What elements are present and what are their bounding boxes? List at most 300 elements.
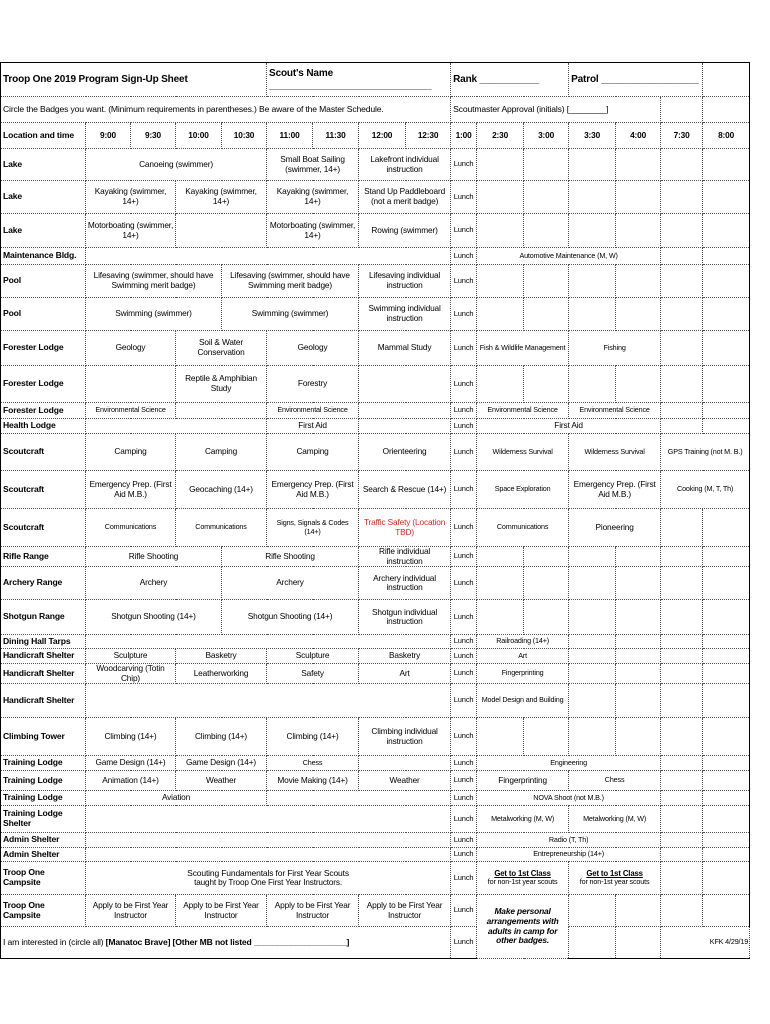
lunch-cell: Lunch [451,149,477,181]
get-to-first-class-note: for non-1st year scouts [579,877,650,887]
class-option[interactable]: Stand Up Paddleboard (not a merit badge) [359,181,451,214]
empty-cell [477,600,524,635]
empty-cell [661,771,703,791]
class-option[interactable]: Communications [477,509,569,547]
lunch-cell: Lunch [451,509,477,547]
empty-cell [703,149,750,181]
empty-cell [616,649,661,664]
class-option[interactable]: Safety [267,664,359,684]
empty-cell [524,265,569,298]
empty-cell [569,366,616,403]
empty-cell [477,567,524,600]
class-option[interactable]: Rowing (swimmer) [359,214,451,248]
table-row [1,806,750,833]
lunch-cell: Lunch [451,214,477,248]
location-label: Climbing Tower [1,718,86,756]
class-option[interactable]: Geocaching (14+) [176,471,267,509]
empty-cell [616,265,661,298]
class-option[interactable]: Art [477,649,569,664]
empty-cell [661,806,703,833]
empty-cell [703,366,750,403]
class-option[interactable]: Mammal Study [359,331,451,366]
class-option[interactable]: Kayaking (swimmer, 14+) [176,181,267,214]
class-option[interactable]: Automotive Maintenance (M, W) [477,248,661,265]
empty-cell [703,895,750,927]
class-option[interactable]: Environmental Science [267,403,359,419]
empty-cell [477,149,524,181]
column-header: 12:30 [406,123,451,149]
empty-cell [703,214,750,248]
class-option[interactable]: Geology [267,331,359,366]
empty-cell [616,718,661,756]
lunch-cell: Lunch [451,848,477,862]
location-label: Handicraft Shelter [1,664,86,684]
class-option[interactable]: NOVA Shoot (not M.B.) [477,791,661,806]
lunch-cell: Lunch [451,567,477,600]
class-option[interactable]: Small Boat Sailing (swimmer, 14+) [267,149,359,181]
class-option[interactable]: Emergency Prep. (First Aid M.B.) [569,471,661,509]
signup-sheet [0,62,750,959]
empty-cell [569,567,616,600]
location-label: Training Lodge [1,791,86,806]
class-option[interactable]: Engineering [477,756,661,771]
empty-cell [569,600,616,635]
lunch-cell: Lunch [451,756,477,771]
empty-cell [661,547,703,567]
class-option[interactable] [477,862,569,895]
empty-cell [703,771,750,791]
empty-cell [616,684,661,718]
class-option[interactable]: Motorboating (swimmer, 14+) [267,214,359,248]
empty-cell [524,298,569,331]
lunch-cell: Lunch [451,600,477,635]
class-option[interactable]: Game Design (14+) [86,756,176,771]
class-option[interactable]: Communications [176,509,267,547]
class-option[interactable]: Apply to be First Year Instructor [267,895,359,927]
empty-cell [569,635,616,649]
class-option[interactable]: Weather [359,771,451,791]
lunch-cell: Lunch [451,547,477,567]
empty-cell [703,181,750,214]
class-option[interactable]: First Aid [267,419,359,434]
table-row [1,265,750,298]
class-option[interactable]: Woodcarving (Totin Chip) [86,664,176,684]
empty-cell [477,181,524,214]
table-row [1,403,750,419]
table-row [1,684,750,718]
interest-line [1,927,451,959]
class-option[interactable]: Camping [267,434,359,471]
lunch-cell: Lunch [451,366,477,403]
table-row [1,895,750,927]
empty-cell [616,214,661,248]
class-option[interactable]: Shotgun individual instruction [359,600,451,635]
empty-cell [524,214,569,248]
class-option[interactable]: Basketry [176,649,267,664]
empty-cell [661,298,703,331]
rank-field[interactable]: Rank ___________ [451,63,569,97]
empty-cell [86,248,451,265]
location-label: Forester Lodge [1,331,86,366]
location-label: Training Lodge [1,771,86,791]
class-option[interactable]: Forestry [267,366,359,403]
empty-cell [86,848,451,862]
empty-cell [661,248,703,265]
empty-cell [569,718,616,756]
class-option[interactable]: Kayaking (swimmer, 14+) [267,181,359,214]
class-option[interactable]: Radio (T, Th) [477,833,661,848]
class-option[interactable]: Communications [86,509,176,547]
class-option[interactable]: Sculpture [86,649,176,664]
location-label: Admin Shelter [1,833,86,848]
column-header: 9:00 [86,123,131,149]
empty-cell [477,718,524,756]
class-option[interactable]: Camping [86,434,176,471]
location-label: Shotgun Range [1,600,86,635]
lunch-cell: Lunch [451,265,477,298]
class-option[interactable]: Climbing individual instruction [359,718,451,756]
column-header: 9:30 [131,123,176,149]
empty-cell [703,862,750,895]
column-header: 11:00 [267,123,313,149]
class-option[interactable]: GPS Training (not M. B.) [661,434,750,471]
class-option[interactable]: Emergency Prep. (First Aid M.B.) [267,471,359,509]
location-label: Admin Shelter [1,848,86,862]
empty-cell [661,664,703,684]
empty-cell [359,419,451,434]
class-option[interactable]: First Aid [477,419,661,434]
class-option[interactable] [569,862,661,895]
empty-cell [703,97,750,123]
location-label: Pool [1,298,86,331]
class-option[interactable]: Motorboating (swimmer, 14+) [86,214,176,248]
class-option[interactable]: Leatherworking [176,664,267,684]
empty-cell [524,718,569,756]
table-row [1,471,750,509]
lunch-cell: Lunch [451,471,477,509]
empty-cell [359,403,451,419]
empty-cell [703,419,750,434]
empty-cell [569,664,616,684]
empty-cell [616,635,661,649]
class-option[interactable]: Swimming (swimmer) [86,298,222,331]
class-option[interactable]: Lakefront individual instruction [359,149,451,181]
class-option[interactable]: Wilderness Survival [569,434,661,471]
class-option[interactable]: Environmental Science [477,403,569,419]
table-row [1,862,750,895]
get-to-first-class: Get to 1st Class [494,868,551,878]
lunch-cell: Lunch [451,649,477,664]
class-option[interactable]: Environmental Science [86,403,176,419]
scoutmaster-approval-field[interactable]: Scoutmaster Approval (initials) [________] [451,97,661,123]
location-label: Training Lodge [1,756,86,771]
location-label: Lake [1,214,86,248]
empty-cell [661,791,703,806]
class-option[interactable]: Cooking (M, T, Th) [661,471,750,509]
lunch-cell: Lunch [451,181,477,214]
empty-cell [661,684,703,718]
empty-cell [703,63,750,97]
empty-cell [616,181,661,214]
class-option[interactable]: Apply to be First Year Instructor [359,895,451,927]
get-to-first-class: Get to 1st Class [586,868,643,878]
class-option[interactable]: Lifesaving (swimmer, should have Swimming merit badge) [222,265,359,298]
empty-cell [616,547,661,567]
empty-cell [569,895,616,927]
class-option[interactable]: Model Design and Building [477,684,569,718]
schedule-table [0,62,750,959]
column-header: 11:30 [313,123,359,149]
empty-cell [703,718,750,756]
class-option[interactable]: Apply to be First Year Instructor [86,895,176,927]
class-option[interactable]: Sculpture [267,649,359,664]
empty-cell [661,403,703,419]
location-label: Forester Lodge [1,403,86,419]
class-option[interactable]: Metalworking (M, W) [569,806,661,833]
class-option[interactable]: Wilderness Survival [477,434,569,471]
empty-cell [569,265,616,298]
location-label: Archery Range [1,567,86,600]
time-header-row [1,123,750,149]
empty-cell [661,97,703,123]
table-row [1,181,750,214]
table-row [1,434,750,471]
class-option[interactable]: Metalworking (M, W) [477,806,569,833]
location-label: Health Lodge [1,419,86,434]
class-option[interactable]: Rifle Shooting [86,547,222,567]
class-option[interactable]: Space Exploration [477,471,569,509]
empty-cell [703,833,750,848]
lunch-cell: Lunch [451,419,477,434]
empty-cell [703,403,750,419]
empty-cell [477,298,524,331]
empty-cell [86,684,451,718]
empty-cell [569,149,616,181]
class-option[interactable]: Soil & Water Conservation [176,331,267,366]
table-row [1,848,750,862]
class-option[interactable]: Orienteering [359,434,451,471]
table-row [1,664,750,684]
class-option[interactable]: Rifle individual instruction [359,547,451,567]
empty-cell [569,684,616,718]
location-label: Forester Lodge [1,366,86,403]
lunch-cell: Lunch [451,718,477,756]
class-option[interactable]: Fingerprinting [477,664,569,684]
class-option[interactable]: Environmental Science [569,403,661,419]
lunch-cell: Lunch [451,833,477,848]
class-option[interactable]: Archery individual instruction [359,567,451,600]
class-option[interactable]: Aviation [86,791,267,806]
empty-cell [661,718,703,756]
scout-name-field[interactable]: Scout's Name ______________________________ [267,63,451,97]
class-option[interactable]: Geology [86,331,176,366]
empty-cell [616,149,661,181]
empty-cell [86,419,267,434]
class-option[interactable]: Entrepreneurship (14+) [477,848,661,862]
table-row [1,791,750,806]
empty-cell [703,600,750,635]
lunch-cell: Lunch [451,664,477,684]
class-option[interactable]: Shotgun Shooting (14+) [222,600,359,635]
empty-cell [477,214,524,248]
column-header: 12:00 [359,123,406,149]
table-row [1,833,750,848]
column-header: 10:30 [222,123,267,149]
lunch-cell: Lunch [451,248,477,265]
class-option[interactable]: Movie Making (14+) [267,771,359,791]
class-option[interactable]: Archery [86,567,222,600]
table-row [1,149,750,181]
class-option[interactable]: Railroading (14+) [477,635,569,649]
location-label: Lake [1,181,86,214]
class-option[interactable]: Fingerprinting [477,771,569,791]
empty-cell [569,181,616,214]
empty-cell [703,756,750,771]
empty-cell [616,664,661,684]
empty-cell [359,756,451,771]
table-row [1,509,750,547]
empty-cell [703,547,750,567]
class-option[interactable]: Game Design (14+) [176,756,267,771]
lunch-cell: Lunch [451,298,477,331]
empty-cell [661,214,703,248]
table-row [1,298,750,331]
patrol-field[interactable]: Patrol __________________ [569,63,703,97]
class-option[interactable]: Emergency Prep. (First Aid M.B.) [86,471,176,509]
empty-cell [703,791,750,806]
empty-cell [524,181,569,214]
empty-cell [661,635,703,649]
class-option[interactable]: Archery [222,567,359,600]
class-option[interactable]: Camping [176,434,267,471]
location-label: Dining Hall Tarps [1,635,86,649]
empty-cell [569,927,616,959]
empty-cell [703,684,750,718]
table-row [1,771,750,791]
revision-stamp: KFK 4/29/19 [661,927,750,959]
lunch-cell: Lunch [451,635,477,649]
location-label: Pool [1,265,86,298]
empty-cell [661,895,703,927]
table-row [1,756,750,771]
table-row [1,649,750,664]
column-header: 3:00 [524,123,569,149]
column-header: 2:30 [477,123,524,149]
empty-cell [703,331,750,366]
empty-cell [616,600,661,635]
class-option[interactable]: Chess [267,756,359,771]
table-row [1,214,750,248]
manatoc-brave-option[interactable]: [Manatoc Brave] [105,936,171,947]
column-header: 8:00 [703,123,750,149]
class-option[interactable]: Shotgun Shooting (14+) [86,600,222,635]
class-option[interactable]: Swimming individual instruction [359,298,451,331]
class-option[interactable]: Canoeing (swimmer) [86,149,267,181]
empty-cell [661,509,703,547]
location-label: Scoutcraft [1,434,86,471]
lunch-cell: Lunch [451,895,477,927]
class-option[interactable]: Climbing (14+) [176,718,267,756]
empty-cell [359,366,451,403]
empty-cell [661,181,703,214]
empty-cell [703,649,750,664]
location-label: Lake [1,149,86,181]
other-mb-field[interactable]: [Other MB not listed ____________________] [172,936,350,947]
empty-cell [661,567,703,600]
class-option[interactable]: Apply to be First Year Instructor [176,895,267,927]
class-option[interactable]: Art [359,664,451,684]
empty-cell [661,265,703,298]
table-row [1,547,750,567]
class-option[interactable]: Traffic Safety (Location TBD) [359,509,451,547]
column-header: 10:00 [176,123,222,149]
column-header: 4:00 [616,123,661,149]
location-label: Rifle Range [1,547,86,567]
class-option[interactable]: Search & Rescue (14+) [359,471,451,509]
location-label: Training Lodge Shelter [1,806,86,833]
class-option[interactable]: Climbing (14+) [86,718,176,756]
empty-cell [661,331,703,366]
empty-cell [616,895,661,927]
empty-cell [569,214,616,248]
interest-label: I am interested in (circle all) [3,936,104,947]
class-option[interactable]: Kayaking (swimmer, 14+) [86,181,176,214]
lunch-cell: Lunch [451,806,477,833]
class-option[interactable]: Lifesaving (swimmer, should have Swimming merit badge) [86,265,222,298]
class-option[interactable]: Weather [176,771,267,791]
empty-cell [661,600,703,635]
class-option[interactable]: Fishing [569,331,661,366]
fundamentals-title: Scouting Fundamentals for First Year Scouts [187,867,349,878]
table-row [1,419,750,434]
empty-cell [524,600,569,635]
table-row [1,331,750,366]
empty-cell [86,833,451,848]
empty-cell [524,366,569,403]
table-row [1,366,750,403]
empty-cell [524,567,569,600]
empty-cell [661,833,703,848]
location-label: Troop One Campsite [1,895,86,927]
empty-cell [616,298,661,331]
class-option[interactable]: Signs, Signals & Codes (14+) [267,509,359,547]
location-label: Maintenance Bldg. [1,248,86,265]
class-option[interactable]: Lifesaving individual instruction [359,265,451,298]
class-option[interactable]: Climbing (14+) [267,718,359,756]
class-option[interactable]: Reptile & Amphibian Study [176,366,267,403]
empty-cell [569,298,616,331]
class-option[interactable]: Basketry [359,649,451,664]
class-option[interactable]: Fish & Wildlife Management [477,331,569,366]
column-header: 1:00 [451,123,477,149]
class-option[interactable] [86,862,451,895]
lunch-cell: Lunch [451,791,477,806]
empty-cell [569,649,616,664]
class-option[interactable]: Animation (14+) [86,771,176,791]
empty-cell [616,927,661,959]
empty-cell [176,214,267,248]
instructions-text: Circle the Badges you want. (Minimum requirements in parentheses.) Be aware of the Master Schedule. [1,97,451,123]
class-option[interactable]: Rifle Shooting [222,547,359,567]
empty-cell [661,848,703,862]
location-label: Troop One Campsite [1,862,86,895]
empty-cell [703,567,750,600]
class-option[interactable]: Swimming (swimmer) [222,298,359,331]
class-option[interactable]: Chess [569,771,661,791]
fundamentals-subtitle: taught by Troop One First Year Instructors. [194,878,342,888]
empty-cell [86,635,451,649]
class-option[interactable]: Pioneering [569,509,661,547]
